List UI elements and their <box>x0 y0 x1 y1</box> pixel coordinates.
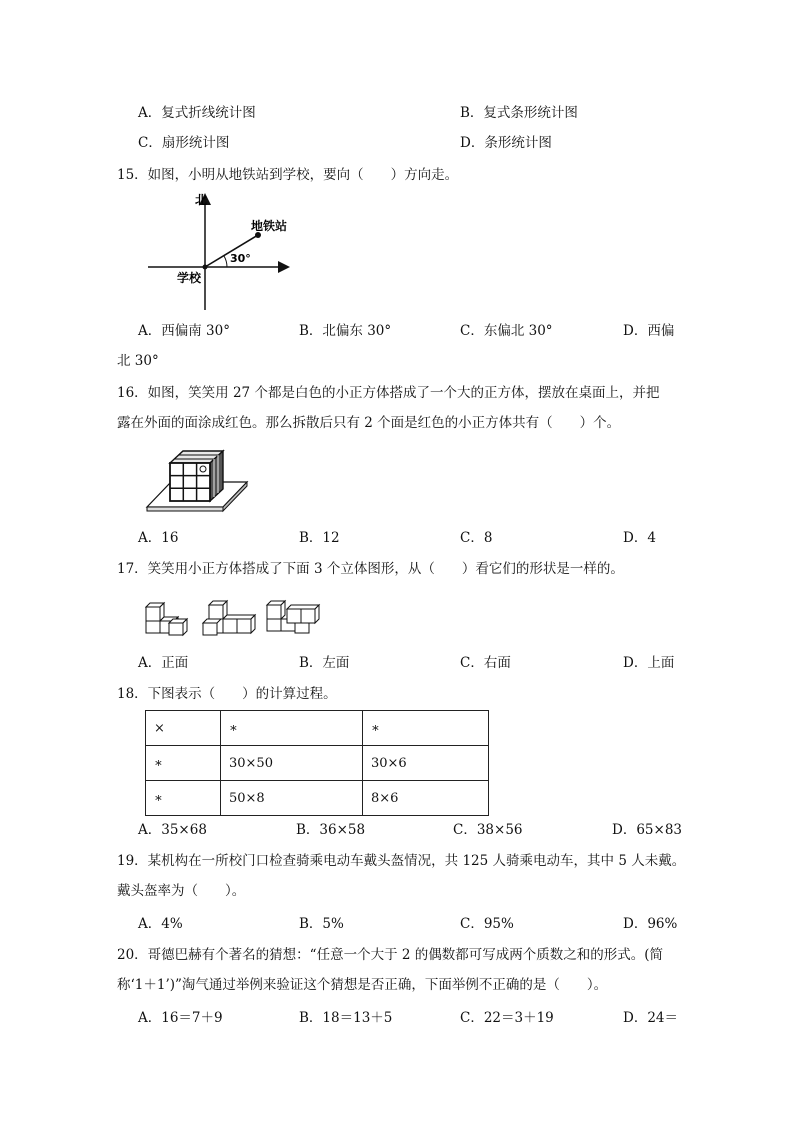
q14-option-b: B．复式条形统计图 <box>460 105 578 121</box>
q17-stem: 17．笑笑用小正方体搭成了下面 3 个立体图形，从（ ）看它们的形状是一样的。 <box>117 561 624 577</box>
q18-option-d: D．65×83 <box>612 822 682 838</box>
table-cell: × <box>146 711 221 746</box>
table-cell: 50×8 <box>221 781 363 816</box>
figure-2 <box>203 601 255 635</box>
q19-option-a: A．4% <box>138 916 183 932</box>
q16-stem-line1: 16．如图，笑笑用 27 个都是白色的小正方体搭成了一个大的正方体，摆放在桌面上，并把 <box>117 385 660 401</box>
q15-direction-diagram <box>145 190 305 315</box>
angle-arc <box>224 256 227 267</box>
q18-option-a: A．35×68 <box>138 822 207 838</box>
table-row <box>146 781 489 816</box>
table-cell: 30×6 <box>363 746 489 781</box>
q15-option-c: C．东偏北 30° <box>460 323 553 339</box>
q18-calculation-table <box>145 710 489 816</box>
q16-option-b: B．12 <box>299 530 340 546</box>
q15-option-d: D．西偏 <box>623 323 675 339</box>
table-cell: ∗ <box>221 711 363 746</box>
q20-option-d: D．24＝ <box>623 1010 679 1026</box>
q20-stem-line2: 称‘1＋1’)”淘气通过举例来验证这个猜想是否正确，下面举例不正确的是（ ）。 <box>117 977 608 993</box>
q16-option-c: C．8 <box>460 530 493 546</box>
q19-option-b: B．5% <box>299 916 344 932</box>
q19-option-d: D．96% <box>623 916 678 932</box>
q15-option-a: A．西偏南 30° <box>138 323 230 339</box>
table-cell: 8×6 <box>363 781 489 816</box>
q17-option-c: C．右面 <box>460 655 511 671</box>
q20-option-b: B．18＝13＋5 <box>299 1010 393 1026</box>
q17-solid-figures <box>145 595 325 637</box>
figure-1 <box>146 603 187 635</box>
q17-option-d: D．上面 <box>623 655 675 671</box>
q17-option-a: A．正面 <box>138 655 189 671</box>
school-dot <box>203 265 208 270</box>
large-cube <box>170 451 223 501</box>
table-cell: ∗ <box>146 746 221 781</box>
north-label: 北 <box>195 193 208 207</box>
q19-option-c: C．95% <box>460 916 514 932</box>
q15-option-b: B．北偏东 30° <box>299 323 392 339</box>
school-label: 学校 <box>177 271 202 285</box>
q15-option-d-continued: 北 30° <box>117 353 159 369</box>
table-cell: ∗ <box>363 711 489 746</box>
figure-3 <box>267 601 319 633</box>
q18-stem: 18．下图表示（ ）的计算过程。 <box>117 686 337 702</box>
table-row <box>146 746 489 781</box>
q16-stem-line2: 露在外面的面涂成红色。那么拆散后只有 2 个面是红色的小正方体共有（ ）个。 <box>117 415 621 431</box>
table-cell: 30×50 <box>221 746 363 781</box>
q16-option-a: A．16 <box>138 530 179 546</box>
q18-option-c: C．38×56 <box>453 822 523 838</box>
table-row <box>146 711 489 746</box>
q17-option-b: B．左面 <box>299 655 350 671</box>
table-cell: ∗ <box>146 781 221 816</box>
q15-stem: 15．如图，小明从地铁站到学校，要向（ ）方向走。 <box>117 167 459 183</box>
q20-stem-line1: 20．哥德巴赫有个著名的猜想：“任意一个大于 2 的偶数都可写成两个质数之和的形式。(简 <box>117 947 664 963</box>
q20-option-a: A．16＝7＋9 <box>138 1010 223 1026</box>
q20-option-c: C．22＝3＋19 <box>460 1010 554 1026</box>
q16-cube-figure <box>145 445 250 515</box>
q14-option-c: C．扇形统计图 <box>138 135 230 151</box>
station-label: 地铁站 <box>251 219 288 233</box>
q18-option-b: B．36×58 <box>296 822 366 838</box>
q19-stem-line1: 19．某机构在一所校门口检查骑乘电动车戴头盔情况，共 125 人骑乘电动车，其中 5 人未戴。 <box>117 853 686 869</box>
angle-label: 30° <box>230 252 251 265</box>
q14-option-a: A．复式折线统计图 <box>138 105 256 121</box>
q16-option-d: D．4 <box>623 530 656 546</box>
q19-stem-line2: 戴头盔率为（ ）。 <box>117 883 246 899</box>
q14-option-d: D．条形统计图 <box>460 135 552 151</box>
